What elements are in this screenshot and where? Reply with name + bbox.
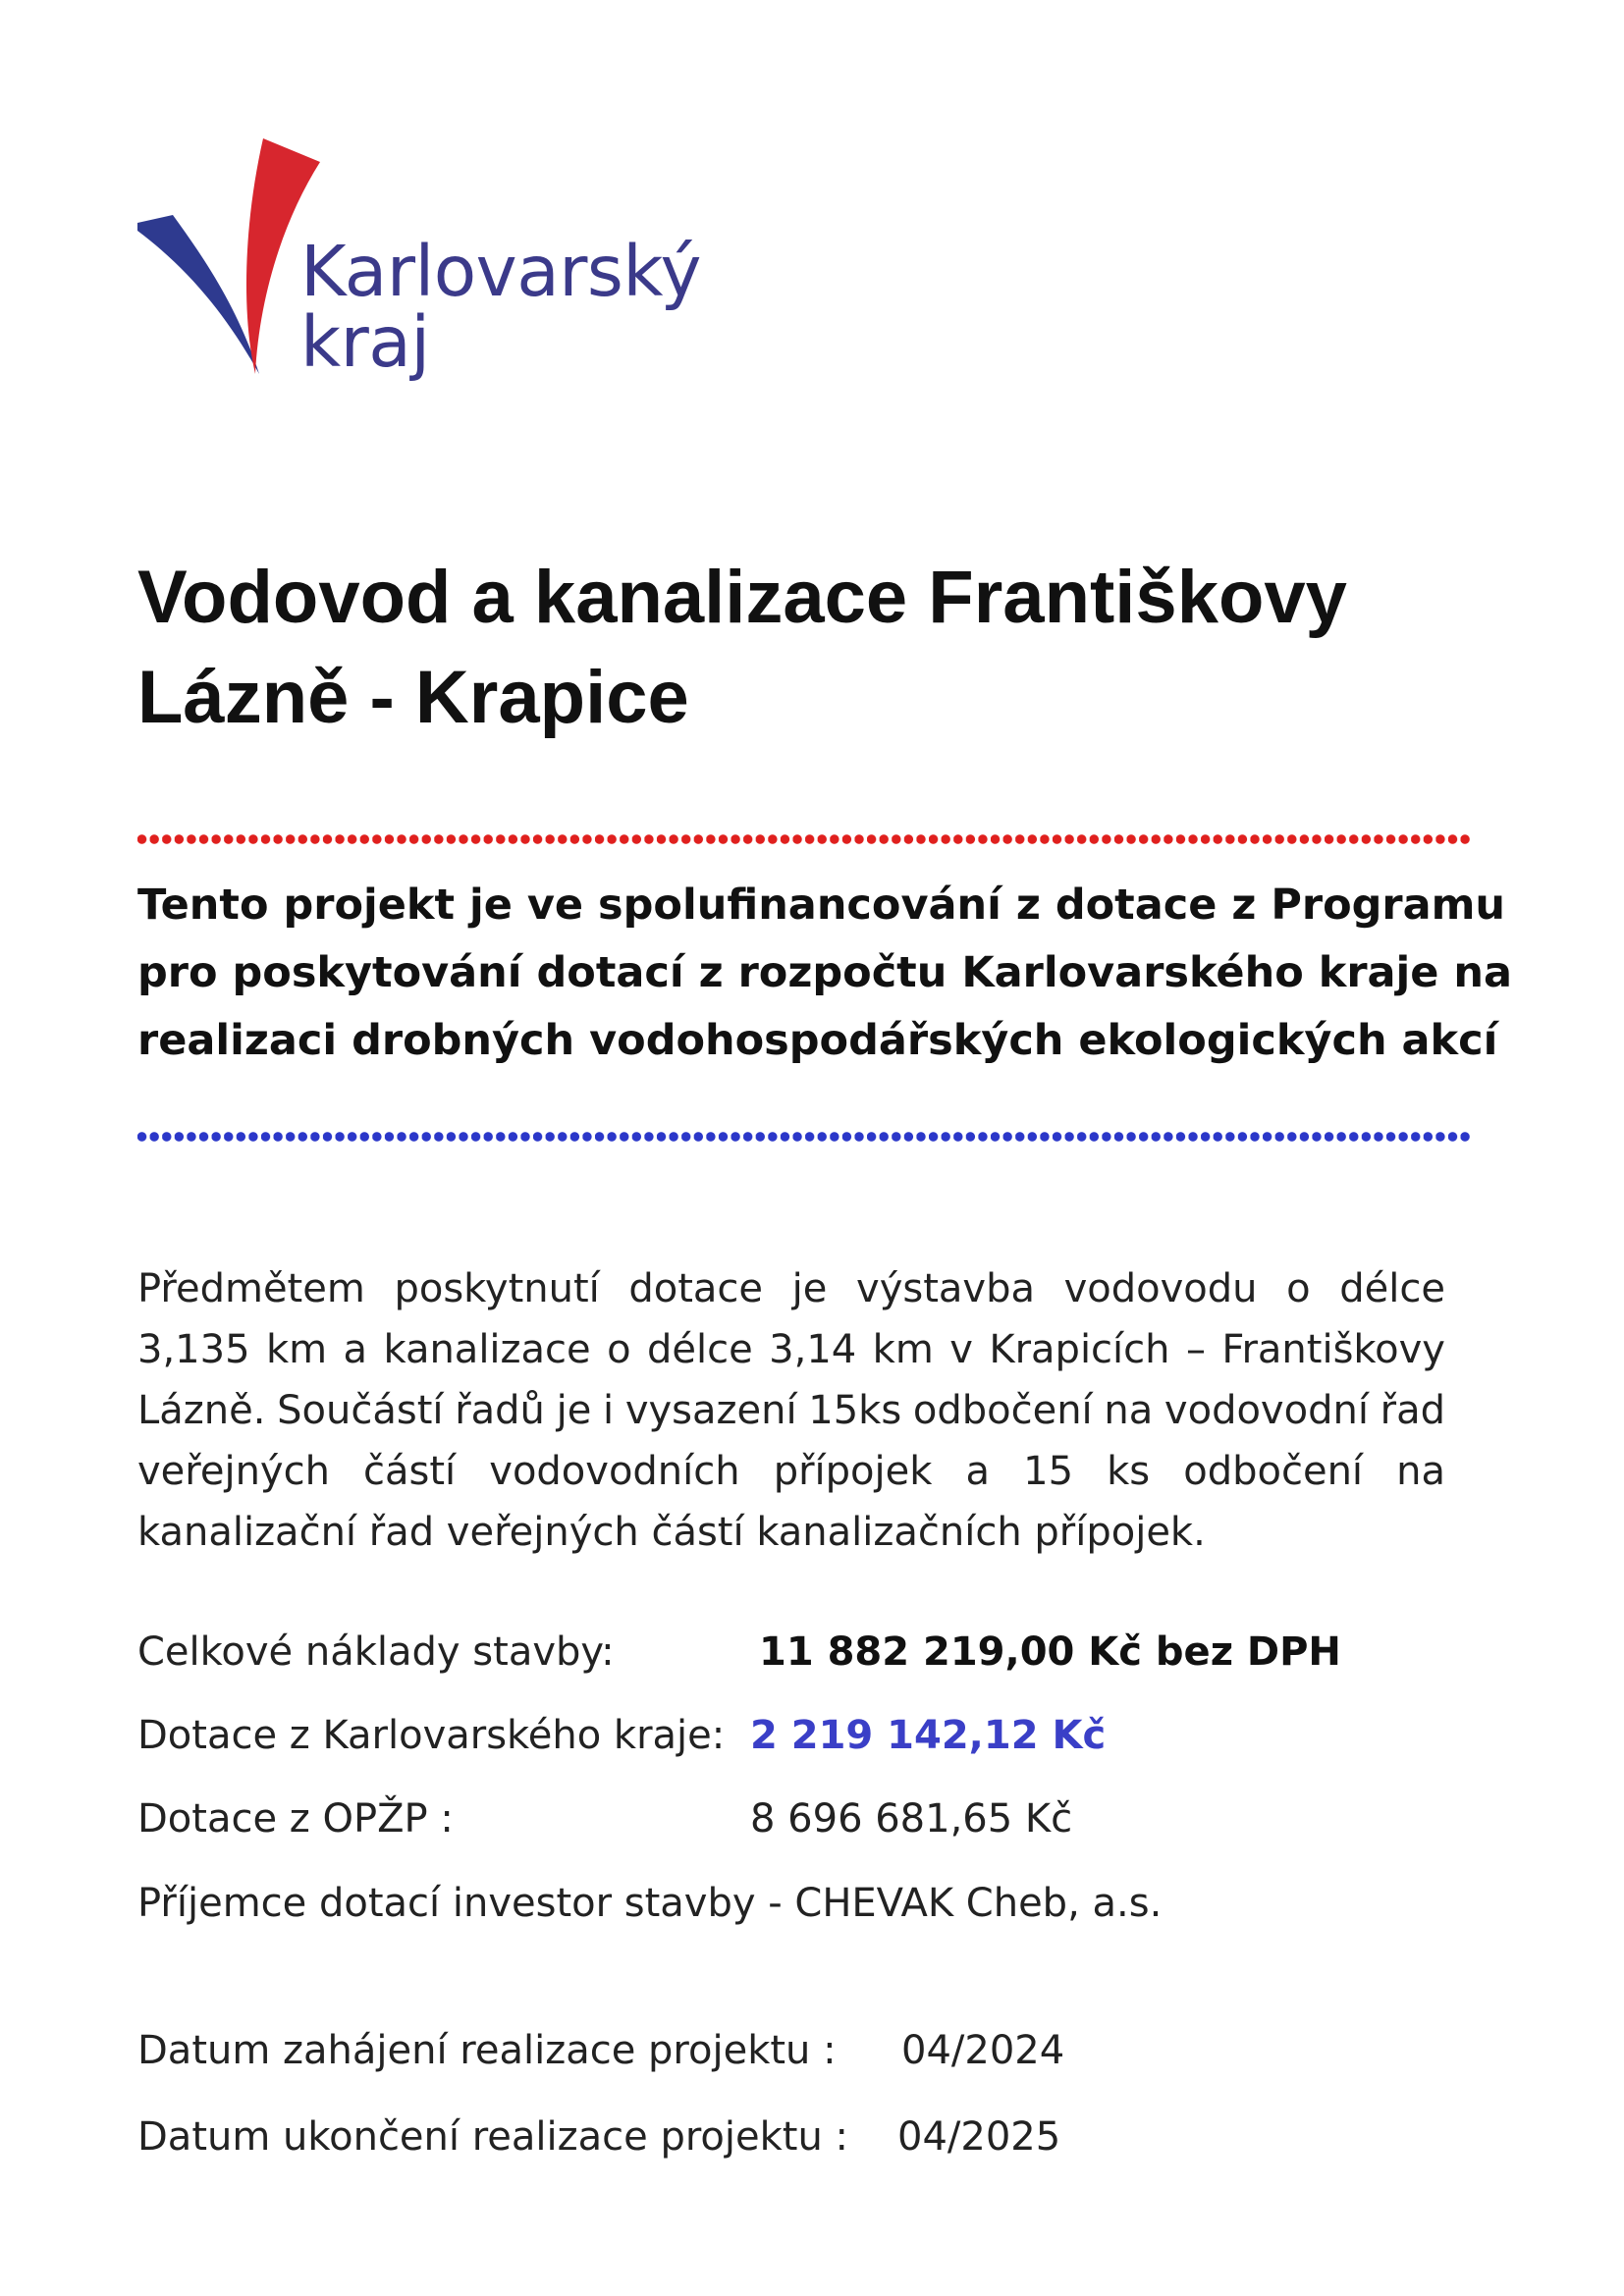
description-word: částí: [363, 1449, 457, 1494]
description-word: ks: [1107, 1449, 1151, 1494]
logo-blue-swoosh: [137, 215, 259, 374]
description-word: řad: [1380, 1388, 1445, 1433]
description-word: přípojek: [773, 1449, 933, 1494]
description-word: odbočení: [1183, 1449, 1364, 1494]
region-subsidy-label: Dotace z Karlovarského kraje:: [137, 1713, 726, 1758]
start-date-row: [137, 2028, 1065, 2073]
description-word: Předmětem: [137, 1266, 365, 1311]
description-word: dotace: [628, 1266, 764, 1311]
end-date-row: [137, 2114, 1061, 2160]
description-word: kanalizace: [383, 1327, 591, 1372]
description-word: km: [872, 1327, 934, 1372]
title-line-2: Lázně - Krapice: [137, 656, 689, 739]
description-word: délce: [1339, 1266, 1445, 1311]
description-word: 15: [1023, 1449, 1074, 1494]
logo-text-line1: Karlovarský: [300, 231, 701, 312]
description-word: řadů: [455, 1388, 545, 1433]
description-word: o: [607, 1327, 631, 1372]
red-dotted-separator: [137, 834, 1473, 856]
description-word: Součástí: [277, 1388, 444, 1433]
description-word: výstavba: [856, 1266, 1035, 1311]
description-word: vodovodní: [1164, 1388, 1369, 1433]
total-cost-label: Celkové náklady stavby:: [137, 1629, 615, 1675]
description-word: a: [343, 1327, 368, 1372]
description-word: a: [965, 1449, 991, 1494]
end-date-value: 04/2025: [897, 2114, 1061, 2160]
title-line-1: Vodovod a kanalizace Františkovy: [137, 556, 1347, 639]
description-line: [137, 1380, 1445, 1441]
description-word: je: [791, 1266, 828, 1311]
description-last-line: kanalizační řad veřejných částí kanalizačních přípojek.: [137, 1510, 1206, 1555]
description-word: vysazení: [624, 1388, 797, 1433]
opzp-subsidy-row: [137, 1796, 1073, 1842]
description-word: vodovodu: [1063, 1266, 1258, 1311]
description-word: v: [949, 1327, 973, 1372]
description-word: vodovodních: [489, 1449, 740, 1494]
opzp-subsidy-value: 8 696 681,65 Kč: [750, 1796, 1073, 1842]
description-line: [137, 1258, 1445, 1319]
description-word: i: [603, 1388, 615, 1433]
description-word: odbočení: [912, 1388, 1093, 1433]
description-word: Františkovy: [1221, 1327, 1445, 1372]
description-line: [137, 1319, 1445, 1380]
recipient-text: Příjemce dotací investor stavby - CHEVAK Cheb, a.s.: [137, 1881, 1163, 1926]
description-line: [137, 1441, 1445, 1502]
description-word: na: [1104, 1388, 1154, 1433]
region-subsidy-row: [137, 1713, 1107, 1758]
page-title: [137, 548, 1512, 748]
total-cost-value: 11 882 219,00 Kč bez DPH: [759, 1629, 1341, 1675]
description-word: na: [1396, 1449, 1445, 1494]
description-word: o: [1286, 1266, 1311, 1311]
start-date-value: 04/2024: [901, 2028, 1065, 2073]
description-word: délce: [647, 1327, 753, 1372]
description-word: je: [556, 1388, 592, 1433]
description-word: 3,14: [769, 1327, 857, 1372]
region-subsidy-value: 2 219 142,12 Kč: [750, 1713, 1107, 1758]
logo-text-line2: kraj: [300, 301, 430, 383]
funding-statement-line-1: Tento projekt je ve spolufinancování z dotace z Programu: [137, 881, 1506, 930]
recipient-row: [137, 1881, 1162, 1926]
funding-statement-line-2: pro poskytování dotací z rozpočtu Karlovarského kraje na: [137, 948, 1513, 997]
logo-wordmark: [300, 231, 701, 383]
description-word: Krapicích: [989, 1327, 1170, 1372]
start-date-label: Datum zahájení realizace projektu :: [137, 2028, 837, 2073]
description-word: 15ks: [808, 1388, 902, 1433]
description-word: Lázně.: [137, 1388, 266, 1433]
description-word: veřejných: [137, 1449, 330, 1494]
total-cost-row: [137, 1629, 1341, 1675]
description-word: 3,135: [137, 1327, 250, 1372]
blue-dotted-separator: [137, 1132, 1473, 1153]
description-word: km: [265, 1327, 328, 1372]
description-word: –: [1185, 1327, 1206, 1372]
opzp-subsidy-label: Dotace z OPŽP :: [137, 1796, 454, 1842]
logo: [135, 133, 744, 417]
description-word: poskytnutí: [394, 1266, 600, 1311]
end-date-label: Datum ukončení realizace projektu :: [137, 2114, 849, 2160]
project-description: [137, 1258, 1445, 1563]
funding-statement-line-3: realizaci drobných vodohospodářských ekologických akcí: [137, 1016, 1498, 1065]
funding-statement: [137, 872, 1513, 1075]
